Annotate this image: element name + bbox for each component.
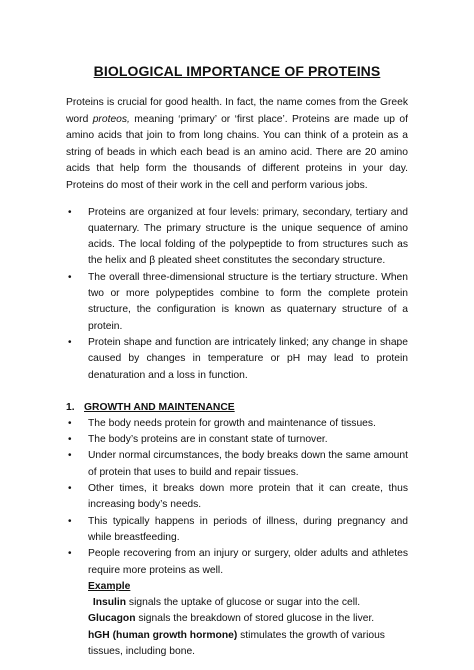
list-item-text: The overall three-dimensional structure is the tertiary structure. When two or more polypeptides combine to form the complete protein structure, the configuration is known as quaternary structure of a protein.	[88, 271, 408, 332]
list-item-text: Other times, it breaks down more protein that it can create, thus increasing body’s needs.	[88, 483, 408, 511]
example-block	[66, 579, 408, 660]
example-text: signals the breakdown of stored glucose in the liver.	[135, 613, 375, 625]
list-item-text: Protein shape and function are intricately linked; any change in shape caused by changes in temperature or pH may lead to protein denaturation and a loss in function.	[88, 336, 408, 381]
bullet-icon: •	[68, 548, 72, 560]
list-item-text: People recovering from an injury or surgery, older adults and athletes require more proteins as well.	[88, 548, 408, 576]
list-item	[66, 270, 408, 335]
bullet-icon: •	[68, 515, 72, 527]
bullet-icon: •	[68, 271, 72, 283]
bullet-icon: •	[68, 417, 72, 429]
list-item	[66, 481, 408, 514]
intro-italic-word: proteos,	[92, 113, 130, 125]
list-item	[66, 416, 408, 432]
bullet-icon: •	[68, 336, 72, 348]
list-item	[66, 546, 408, 579]
example-text: signals the uptake of glucose or sugar into the cell.	[126, 597, 361, 609]
list-item	[66, 205, 408, 270]
example-text: stimulates the growth of various tissues, including bone.	[88, 629, 385, 657]
list-item-text: Proteins are organized at four levels: primary, secondary, tertiary and quaternary. The primary structure is the unique sequence of amino acids. The local folding of the polypeptide to from structures such as the helix and β pleated sheet constitutes the secondary structure.	[88, 206, 408, 267]
list-item-text: This typically happens in periods of illness, during pregnancy and while breastfeeding.	[88, 515, 408, 543]
bullet-icon: •	[68, 483, 72, 495]
list-item-text: The body’s proteins are in constant state of turnover.	[88, 434, 328, 446]
example-item	[88, 611, 408, 627]
example-term: hGH (human growth hormone)	[88, 629, 238, 641]
list-item-text: The body needs protein for growth and maintenance of tissues.	[88, 417, 376, 429]
bullet-icon: •	[68, 206, 72, 218]
example-term: Insulin	[92, 597, 127, 609]
list-item	[66, 335, 408, 384]
section-heading	[66, 400, 408, 416]
page-title: BIOLOGICAL IMPORTANCE OF PROTEINS	[93, 63, 381, 79]
example-item	[88, 595, 408, 611]
intro-text-1: Proteins is crucial for good health. In fact, the name comes from the Greek word	[66, 97, 408, 125]
list-item	[66, 514, 408, 547]
structure-bullet-list	[66, 205, 408, 384]
example-label: Example	[88, 580, 131, 592]
list-item	[66, 448, 408, 481]
section-title: GROWTH AND MAINTENANCE	[84, 401, 235, 413]
intro-paragraph	[66, 95, 408, 195]
example-term: Glucagon	[88, 613, 136, 625]
list-item	[66, 432, 408, 448]
bullet-icon: •	[68, 434, 72, 446]
list-item-text: Under normal circumstances, the body breaks down the same amount of protein that uses to build and repair tissues.	[88, 450, 408, 478]
intro-text-2: meaning ‘primary’ or ‘first place’. Proteins are made up of amino acids that join to from long chains. You can think of a protein as a string of beads in which each bead is an amino acid. There are 20 amino acids that help form the thousands of different proteins in your day. Proteins do most of their work in the cell and perform various jobs.	[66, 113, 408, 191]
bullet-icon: •	[68, 450, 72, 462]
example-item	[88, 628, 408, 661]
growth-bullet-list	[66, 416, 408, 579]
section-number: 1.	[66, 401, 75, 413]
